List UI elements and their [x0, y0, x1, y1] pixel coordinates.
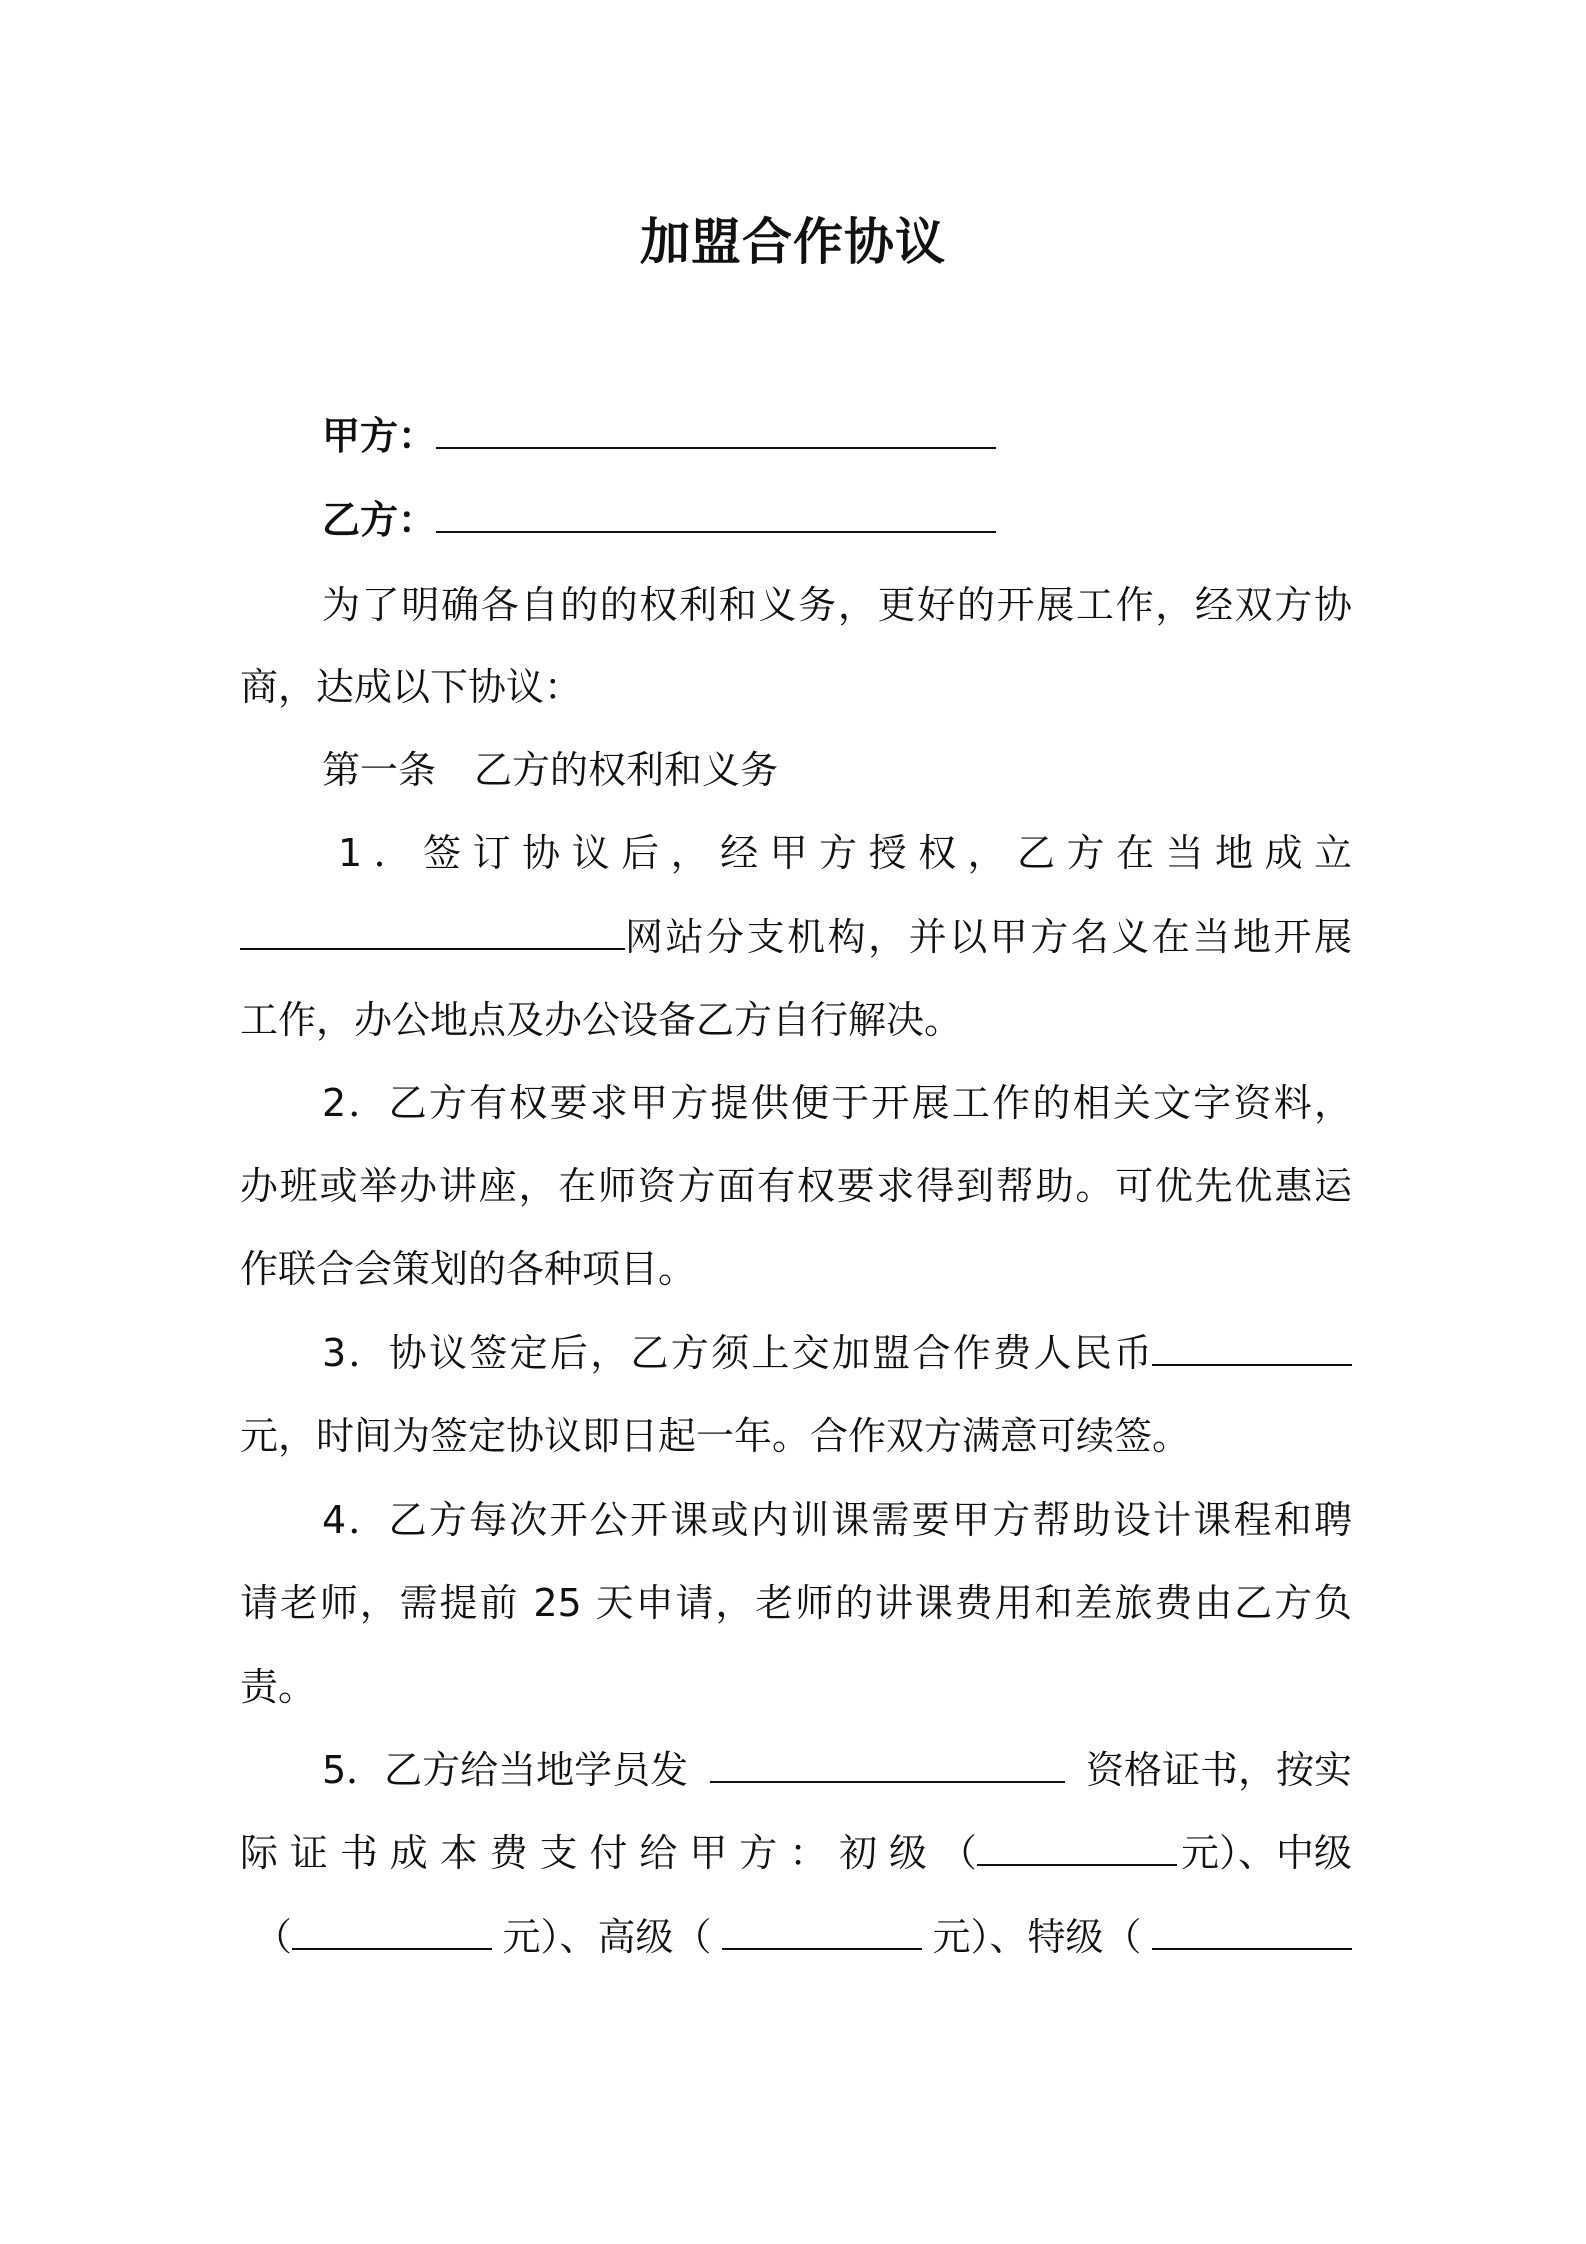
clause-5-line-3: [240, 1912, 1352, 1962]
party-a-line: [322, 411, 996, 461]
clause-1-line-2: [240, 912, 1352, 962]
clause-5-line-2-a: 际证书成本费支付给甲方：初级（: [240, 1831, 977, 1875]
clause-5-line-1: [322, 1745, 1352, 1795]
clause-2-line-3: 作联合会策划的各种项目。: [240, 1247, 697, 1291]
clause-4-line-3: 责。: [240, 1665, 317, 1709]
clause-3-line-2: 元，时间为签定协议即日起一年。合作双方满意可续签。: [240, 1414, 1191, 1458]
clause-4-line-1: 4．乙方每次开公开课或内训课需要甲方帮助设计课程和聘: [322, 1498, 1352, 1542]
clause-5-certificate-blank: [710, 1747, 1065, 1783]
clause-5-line-1-b: 资格证书，按实: [1085, 1748, 1352, 1792]
clause-3-line-1-text: 3．协议签定后，乙方须上交加盟合作费人民币: [322, 1331, 1152, 1375]
document-title: 加盟合作协议: [640, 213, 946, 271]
clause-1-line-2-text: 网站分支机构，并以甲方名义在当地开展: [625, 915, 1352, 959]
party-b-blank: [436, 497, 996, 533]
clause-5-line-3-b: 元）、高级（: [502, 1915, 712, 1959]
clause-1-line-3: 工作，办公地点及办公设备乙方自行解决。: [240, 998, 963, 1042]
clause-5-line-3-c: 元）、特级（: [932, 1915, 1142, 1959]
intro-line-1: 为了明确各自的的权利和义务，更好的开展工作，经双方协: [322, 583, 1352, 627]
party-b-line: [322, 495, 996, 545]
party-b-label: 乙方：: [322, 498, 437, 542]
clause-3-fee-blank: [1152, 1330, 1352, 1366]
clause-5-intermediate-blank: [292, 1914, 492, 1950]
clause-4-line-2: 请老师，需提前 25 天申请，老师的讲课费用和差旅费由乙方负: [240, 1581, 1352, 1625]
clause-5-senior-blank: [722, 1914, 922, 1950]
clause-1-branch-blank: [240, 914, 625, 950]
article-1-heading: 第一条 乙方的权利和义务: [322, 748, 779, 792]
clause-5-junior-blank: [977, 1830, 1177, 1866]
clause-5-special-blank: [1152, 1914, 1352, 1950]
party-a-label: 甲方：: [322, 414, 437, 458]
clause-2-line-1: 2．乙方有权要求甲方提供便于开展工作的相关文字资料，: [322, 1081, 1352, 1125]
clause-5-line-2: [240, 1828, 1352, 1878]
clause-3-line-1: [322, 1328, 1352, 1378]
clause-5-line-1-a: 5．乙方给当地学员发: [322, 1748, 689, 1792]
clause-5-line-2-b: 元）、中级: [1180, 1831, 1352, 1875]
intro-line-2: 商，达成以下协议：: [240, 665, 583, 709]
clause-2-line-2: 办班或举办讲座，在师资方面有权要求得到帮助。可优先优惠运: [240, 1164, 1352, 1208]
party-a-blank: [436, 413, 996, 449]
clause-5-line-3-a: （: [254, 1915, 293, 1959]
clause-1-line-1: 1．签订协议后，经甲方授权，乙方在当地成立: [338, 831, 1352, 875]
